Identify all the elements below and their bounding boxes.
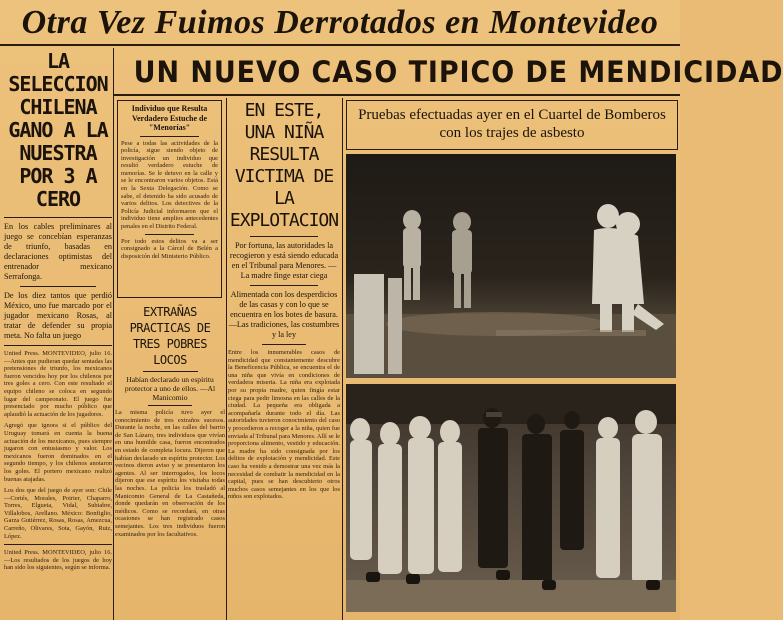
left-para-1: En los cables preliminares al juego se concebían esperanzas de triunfo, basadas en declaraciones optimistas del entrenador mexicano Serrafonga. — [4, 222, 112, 281]
divider — [145, 234, 194, 235]
divider — [4, 345, 112, 346]
divider — [262, 344, 307, 345]
main-headline: UN NUEVO CASO TIPICO DE MENDICIDAD — [133, 55, 783, 89]
box-body: Pese a todas las actividades de la policía, sigue siendo objeto de investigación un individuo que resultó verdadero estuche de menorías. Se le detuvo en la calle y se le encontraron varios objetos. Está en la Sexta Delegación. Como se sabe, el detenido ha sido acusado de varios delitos. Los detectives de la Policía Judicial informaron que el individuo tiene amplios antecedentes penales en el Distrito Federal. — [121, 139, 218, 231]
column-2-lower — [115, 304, 225, 620]
divider — [140, 136, 198, 137]
column-3-headline: EN ESTE, UNA NIÑA RESULTA VICTIMA DE LA EXPLOTACION — [229, 100, 339, 231]
divider — [20, 286, 96, 287]
divider — [250, 285, 317, 286]
photo-caption-box — [346, 100, 678, 150]
masthead-rule — [0, 44, 680, 46]
left-para-2: De los diez tantos que perdió México, uno fue marcado por el jugador mexicano Rosas, al tratar de defender su propia meta. No falta un juego — [4, 291, 112, 340]
column-rule — [226, 98, 227, 620]
section-headline: EXTRAÑAS PRACTICAS DE TRES POBRES LOCOS — [129, 305, 211, 367]
photo-asbestos-suits-test — [346, 154, 676, 378]
masthead-headline: Otra Vez Fuimos Derrotados en Montevideo — [21, 4, 659, 41]
news-box — [117, 100, 222, 298]
divider — [4, 217, 112, 218]
divider — [250, 236, 317, 237]
left-body-3: Los dos que del juego de ayer son: Chile—Cortés, Morales, Poirier, Chaparro, Torres, Elgueta, Vidal, Subiabre, Villalobos, Arellano. México: Bonfiglio, Garza Gutiérrez, Rosas, Rosas, Amezcua, Carreño, Olivares, Sota, Gayón, Ruiz, López. — [4, 487, 112, 540]
column-rule — [342, 98, 343, 620]
column-rule — [113, 48, 114, 620]
left-body-4: United Press. MONTEVIDEO, julio 16.—Los resultados de los juegos de hoy han sido los siguientes, según se informa. — [4, 549, 112, 572]
photo-1-figures — [346, 154, 676, 378]
left-column — [4, 50, 112, 572]
left-body-1: United Press. MONTEVIDEO, julio 16.—Antes que pudieran quedar sentadas las pretensiones de triunfo, los mexicanos fueron vencidos hoy por los chilenos por tres goles a cero. Con este resultado el equipo chileno se coloca en segundo lugar del campeonato. El juego fue presenciado por mucho público que aplaudió la actuación de los jugadores. — [4, 350, 112, 418]
left-body-2: Agregó que ignora si el público del Uruguay tomará en cuenta la buena actuación de los mexicanos, pues siempre jugaron con entusiasmo y valor. Los mexicanos fueron dominados en el segundo tiempo, y los chilenos anotaron los goles. El portero mexicano realizó buenas atajadas. — [4, 422, 112, 483]
photo-firefighters-group — [346, 384, 676, 612]
divider — [4, 544, 112, 545]
column-3-body: Entre los innumerables casos de mendicidad que constantemente descubre la Beneficencia Pública, se encuentra el de una niña que vivía en condiciones de verdadera miseria. La niña era explotada por su propia madre, quien fingía estar ciega para pedir limosna en las calles de la ciudad. La pequeña era obligada a acompañarla durante todo el día. Las autoridades tuvieron conocimiento del caso y procedieron a recoger a la niña, quien fue enviada al Tribunal para Menores. Allí se le proporciona alimento, vestido y educación. La madre ha sido consignada por los delitos de explotación y mendicidad. Este caso ha venido a demostrar una vez más la necesidad de combatir la mendicidad en la capital, pues se han descubierto otros muchos casos semejantes en los que los niños son explotados. — [228, 349, 340, 501]
headline-rule — [114, 94, 680, 96]
photo-2-figures — [346, 384, 676, 612]
column-3-sub-2: Alimentada con los desperdicios de las casas y con lo que se encuentra en los botes de basura. —Las tradiciones, las costumbres y la ley — [228, 290, 340, 339]
photo-caption: Pruebas efectuadas ayer en el Cuartel de Bomberos con los trajes de asbesto — [358, 107, 666, 141]
left-headline: LA SELECCION CHILENA GANO A LA NUESTRA POR 3 A CERO — [8, 49, 108, 211]
section-subheadline: Habían declarado un espíritu protector a uno de ellos. —Al Manicomio — [124, 375, 216, 402]
section-body: La misma policía tuvo ayer el conocimiento de tres extraños sucesos. Durante la noche, en las calles del barrio de San Lázaro, tres individuos que vivían en una humilde casa, fueron encontrados en estado de completa locura. Dijeron que habían declarado un espíritu protector. Los vecinos dieron aviso y se presentaron los agentes. Al ser interrogados, los locos dijeron que ese espíritu los visitaba todas las noches. La policía los trasladó al Manicomio General de La Castañeda, donde quedarán en observación de los médicos. Como se recordará, en otras ocasiones se han registrado casos semejantes. Los tres individuos fueron examinados por los facultativos. — [115, 409, 225, 538]
box-title: Individuo que Resulta Verdadero Estuche de "Menorías" — [131, 104, 208, 132]
divider — [143, 371, 198, 372]
divider — [148, 405, 192, 406]
box-body-2: Por todo estos delitos va a ser consignado a la Cárcel de Belén a disposición del Ministerio Público. — [121, 237, 218, 260]
column-3 — [228, 100, 340, 620]
column-3-sub-1: Por fortuna, las autoridades la recogieron y está siendo educada en el Tribunal para Menores. —La madre finge estar ciega — [229, 241, 339, 280]
